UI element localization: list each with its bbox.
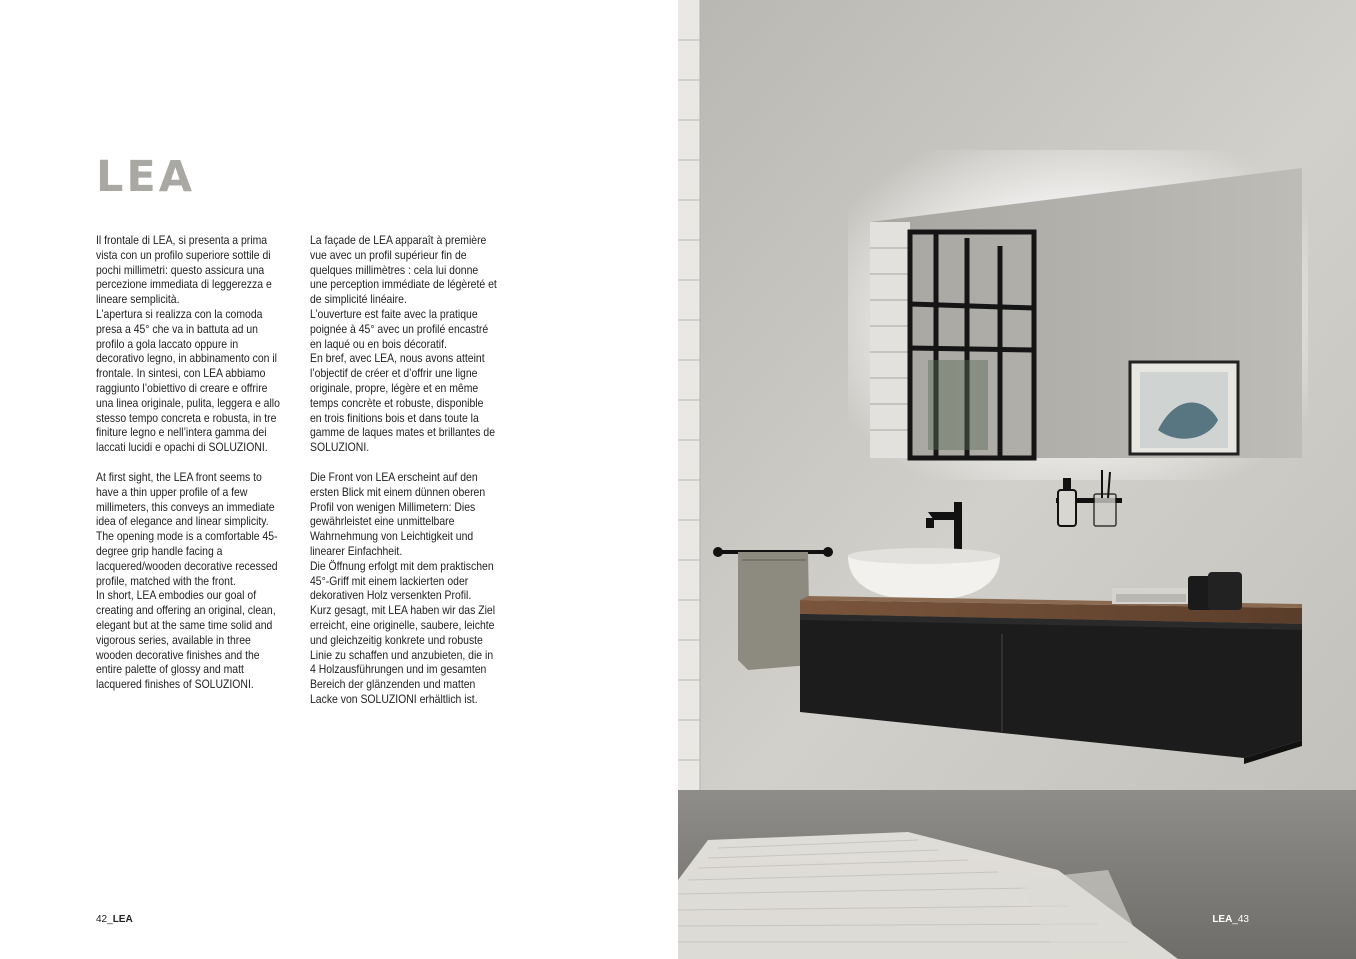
text-column-german: [310, 471, 497, 708]
page-number-left-name: LEA: [112, 914, 133, 925]
page-number-right-name: LEA: [1212, 914, 1233, 925]
page-number-right: [1212, 914, 1249, 925]
bathroom-vanity-photo: [678, 0, 1356, 959]
paragraph-de-1: Die Front von LEA erscheint auf den ersten Blick mit einem dünnen oberen Profil von wenigen Millimetern: Dies gewährleistet eine unmittelbare Wahrnehmung von Leichtigkeit und linearer Einfachheit.: [310, 471, 486, 558]
photo-illustration: [678, 0, 1356, 959]
paragraph-en-3: In short, LEA embodies our goal of creating and offering an original, clean, elegant but at the same time solid and vigorous series, available in three wooden decorative finishes and the entire palette of glossy and matt lacquered finishes of SOLUZIONI.: [96, 589, 276, 692]
page-number-left-num: 42_: [96, 914, 113, 925]
text-column-italian: [96, 234, 283, 456]
paragraph-it-2: L’apertura si realizza con la comoda presa a 45° che va in battuta ad un profilo a gola laccato oppure in decorativo legno, in abbinamento con il frontale. In sintesi, con LEA abbiamo raggiunto l’obiettivo di creare e offrire una linea originale, pulita, leggera e allo stesso tempo concreta e robusta, in tre finiture legno e nell’intera gamma dei laccati lucidi e opachi di SOLUZIONI.: [96, 307, 280, 455]
paragraph-en-2: The opening mode is a comfortable 45-degree grip handle facing a lacquered/wooden decorative recessed profile, matched with the front.: [96, 530, 278, 588]
wall-tiles: [678, 0, 700, 790]
text-column-french: [310, 234, 497, 456]
paragraph-it-1: Il frontale di LEA, si presenta a prima vista con un profilo superiore sottile di pochi millimetri: questo assicura una percezione immediata di leggerezza e lineare semplicità.: [96, 234, 272, 307]
paragraph-fr-3: En bref, avec LEA, nous avons atteint l’objectif de créer et d’offrir une ligne originale, propre, légère et en même temps concrète et robuste, disponible en trois finitions bois et dans toute la gamme de laques mates et brillantes de SOLUZIONI.: [310, 352, 496, 455]
paragraph-fr-2: L’ouverture est faite avec la pratique poignée à 45° avec un profilé encastré en laqué ou en bois décoratif.: [310, 307, 489, 351]
paragraph-fr-1: La façade de LEA apparaît à première vue avec un profil supérieur fin de quelques millimètres : cela lui donne une perception immédiate de légèreté et de simplicité linéaire.: [310, 234, 497, 307]
page-number-right-num: _43: [1232, 914, 1249, 925]
page-title: LEA: [96, 152, 196, 202]
paragraph-en-1: At first sight, the LEA front seems to have a thin upper profile of a few millimeters, this conveys an immediate idea of elegance and linear simplicity.: [96, 471, 275, 529]
paragraph-de-2: Die Öffnung erfolgt mit dem praktischen 45°-Griff mit einem lackierten oder dekorativen Holz versenkten Profil.: [310, 559, 494, 603]
text-column-english: [96, 471, 283, 693]
paragraph-de-3: Kurz gesagt, mit LEA haben wir das Ziel erreicht, eine originelle, saubere, leichte und gleichzeitig konkrete und robuste Linie zu schaffen und anzubieten, die in 4 Holzausführungen und im gesamten Bereich der glänzenden und matten Lacke von SOLUZIONI erhältlich ist.: [310, 604, 496, 706]
page-number-left: [96, 914, 133, 925]
